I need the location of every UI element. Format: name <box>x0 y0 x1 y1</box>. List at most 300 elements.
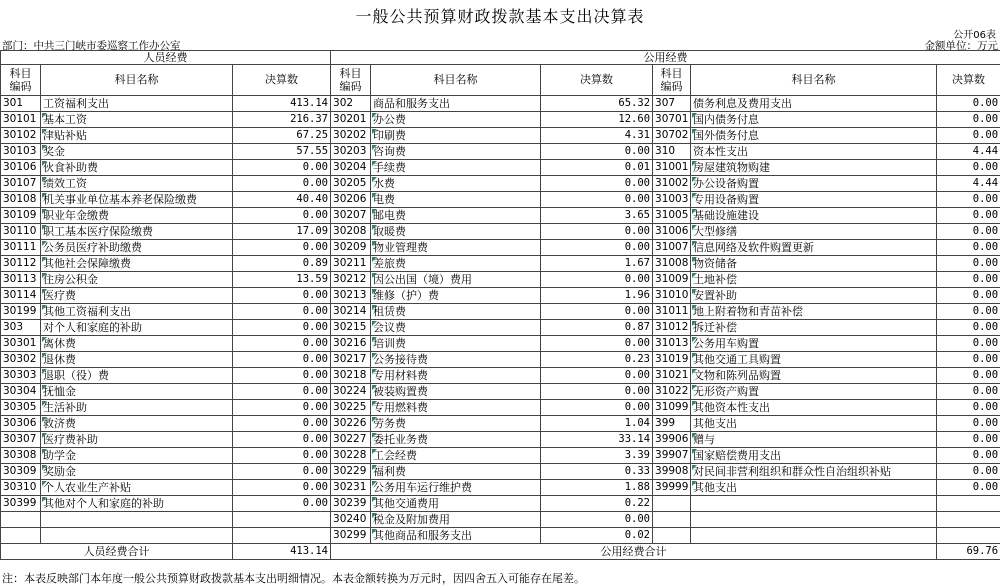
name-cell: 公务员医疗补助缴费 <box>41 240 233 256</box>
code-cell: 30205 <box>331 176 371 192</box>
code-cell: 30202 <box>331 128 371 144</box>
name-cell: 职工基本医疗保险缴费 <box>41 224 233 240</box>
table-row <box>1 448 1000 464</box>
amount-cell: 0.00 <box>541 272 653 288</box>
amount-cell: 0.00 <box>541 336 653 352</box>
table-row <box>1 384 1000 400</box>
name-cell: 基础设施建设 <box>691 208 937 224</box>
amount-cell: 4.44 <box>937 144 1000 160</box>
code-cell: 30239 <box>331 496 371 512</box>
name-cell: 专用燃料费 <box>371 400 541 416</box>
amount-header: 决算数 <box>233 65 331 96</box>
code-cell: 31010 <box>653 288 691 304</box>
name-cell: 债务利息及费用支出 <box>691 96 937 112</box>
name-header: 科目名称 <box>691 65 937 96</box>
amount-cell <box>233 528 331 544</box>
name-cell: 其他交通费用 <box>371 496 541 512</box>
name-cell: 医疗费 <box>41 288 233 304</box>
amount-cell: 0.00 <box>541 224 653 240</box>
amount-cell: 0.00 <box>937 432 1000 448</box>
amount-cell: 0.00 <box>233 496 331 512</box>
name-cell: 印刷费 <box>371 128 541 144</box>
name-cell: 退职（役）费 <box>41 368 233 384</box>
code-cell: 30217 <box>331 352 371 368</box>
public-group-header: 公用经费 <box>331 51 1000 65</box>
code-cell: 30212 <box>331 272 371 288</box>
code-cell: 31012 <box>653 320 691 336</box>
amount-cell: 0.00 <box>541 144 653 160</box>
amount-cell: 0.02 <box>541 528 653 544</box>
name-cell: 资本性支出 <box>691 144 937 160</box>
amount-cell: 0.00 <box>937 480 1000 496</box>
amount-cell: 0.01 <box>541 160 653 176</box>
code-cell: 30225 <box>331 400 371 416</box>
table-row <box>1 96 1000 112</box>
name-cell: 委托业务费 <box>371 432 541 448</box>
name-cell: 基本工资 <box>41 112 233 128</box>
amount-cell: 0.00 <box>937 240 1000 256</box>
name-cell: 福利费 <box>371 464 541 480</box>
amount-cell: 3.65 <box>541 208 653 224</box>
name-cell: 工资福利支出 <box>41 96 233 112</box>
name-cell: 会议费 <box>371 320 541 336</box>
code-cell: 30702 <box>653 128 691 144</box>
table-row <box>1 400 1000 416</box>
name-header: 科目名称 <box>41 65 233 96</box>
code-cell: 30107 <box>1 176 41 192</box>
code-cell: 30240 <box>331 512 371 528</box>
code-cell: 30113 <box>1 272 41 288</box>
amount-cell: 0.00 <box>233 432 331 448</box>
code-cell: 307 <box>653 96 691 112</box>
code-cell: 30112 <box>1 256 41 272</box>
amount-cell: 67.25 <box>233 128 331 144</box>
name-cell: 物业管理费 <box>371 240 541 256</box>
name-cell: 土地补偿 <box>691 272 937 288</box>
code-cell: 31099 <box>653 400 691 416</box>
name-cell: 机关事业单位基本养老保险缴费 <box>41 192 233 208</box>
amount-cell: 12.60 <box>541 112 653 128</box>
code-cell: 30224 <box>331 384 371 400</box>
amount-cell: 0.00 <box>937 288 1000 304</box>
column-header-row <box>1 65 1000 96</box>
table-row <box>1 192 1000 208</box>
code-cell: 30304 <box>1 384 41 400</box>
amount-cell: 0.00 <box>937 464 1000 480</box>
amount-cell: 0.00 <box>233 288 331 304</box>
table-row <box>1 128 1000 144</box>
amount-cell: 3.39 <box>541 448 653 464</box>
name-cell: 其他对个人和家庭的补助 <box>41 496 233 512</box>
name-cell: 税金及附加费用 <box>371 512 541 528</box>
code-cell: 302 <box>331 96 371 112</box>
code-header-line2: 编码 <box>660 80 683 93</box>
code-cell: 30307 <box>1 432 41 448</box>
table-row <box>1 256 1000 272</box>
name-cell: 职业年金缴费 <box>41 208 233 224</box>
code-cell: 31008 <box>653 256 691 272</box>
name-cell: 培训费 <box>371 336 541 352</box>
name-cell: 国外债务付息 <box>691 128 937 144</box>
amount-cell: 0.00 <box>937 416 1000 432</box>
code-cell: 30301 <box>1 336 41 352</box>
code-cell: 30209 <box>331 240 371 256</box>
amount-cell: 57.55 <box>233 144 331 160</box>
amount-cell: 0.00 <box>937 352 1000 368</box>
amount-cell: 33.14 <box>541 432 653 448</box>
page-title: 一般公共预算财政拨款基本支出决算表 <box>355 7 645 26</box>
code-cell: 30216 <box>331 336 371 352</box>
code-cell: 30310 <box>1 480 41 496</box>
amount-cell: 0.00 <box>937 256 1000 272</box>
amount-cell <box>937 528 1000 544</box>
code-cell: 30308 <box>1 448 41 464</box>
table-row <box>1 112 1000 128</box>
code-cell: 31019 <box>653 352 691 368</box>
amount-header: 决算数 <box>541 65 653 96</box>
name-header: 科目名称 <box>371 65 541 96</box>
code-cell: 30208 <box>331 224 371 240</box>
code-cell: 30204 <box>331 160 371 176</box>
name-cell: 维修（护）费 <box>371 288 541 304</box>
name-cell: 拆迁补偿 <box>691 320 937 336</box>
code-cell <box>653 512 691 528</box>
personnel-group-header: 人员经费 <box>1 51 331 65</box>
name-cell: 公务用车运行维护费 <box>371 480 541 496</box>
code-cell: 399 <box>653 416 691 432</box>
name-cell: 商品和服务支出 <box>371 96 541 112</box>
code-cell: 31005 <box>653 208 691 224</box>
amount-cell: 40.40 <box>233 192 331 208</box>
amount-cell: 0.00 <box>937 448 1000 464</box>
amount-cell <box>937 512 1000 528</box>
code-cell: 30106 <box>1 160 41 176</box>
amount-cell: 0.00 <box>937 160 1000 176</box>
name-cell: 水费 <box>371 176 541 192</box>
name-cell <box>691 496 937 512</box>
table-row <box>1 352 1000 368</box>
code-cell: 31022 <box>653 384 691 400</box>
code-cell: 31007 <box>653 240 691 256</box>
name-cell: 公务接待费 <box>371 352 541 368</box>
code-cell: 30303 <box>1 368 41 384</box>
amount-cell: 0.33 <box>541 464 653 480</box>
code-header-line2: 编码 <box>339 80 362 93</box>
code-cell: 30399 <box>1 496 41 512</box>
amount-cell: 0.00 <box>937 224 1000 240</box>
code-cell: 30199 <box>1 304 41 320</box>
amount-cell: 0.89 <box>233 256 331 272</box>
amount-cell: 1.04 <box>541 416 653 432</box>
code-cell: 30211 <box>331 256 371 272</box>
name-cell: 国家赔偿费用支出 <box>691 448 937 464</box>
amount-cell: 413.14 <box>233 96 331 112</box>
name-cell: 无形资产购置 <box>691 384 937 400</box>
code-cell: 31003 <box>653 192 691 208</box>
name-cell: 邮电费 <box>371 208 541 224</box>
code-cell: 30228 <box>331 448 371 464</box>
name-cell: 文物和陈列品购置 <box>691 368 937 384</box>
code-cell: 30215 <box>331 320 371 336</box>
code-cell: 31009 <box>653 272 691 288</box>
code-cell: 30114 <box>1 288 41 304</box>
amount-cell: 0.00 <box>937 96 1000 112</box>
code-cell: 30229 <box>331 464 371 480</box>
table-row <box>1 368 1000 384</box>
name-cell: 手续费 <box>371 160 541 176</box>
amount-cell: 0.00 <box>541 512 653 528</box>
table-row <box>1 320 1000 336</box>
name-cell: 电费 <box>371 192 541 208</box>
table-row <box>1 336 1000 352</box>
amount-cell: 0.00 <box>233 480 331 496</box>
expenditure-table <box>0 50 1000 560</box>
name-cell: 生活补助 <box>41 400 233 416</box>
name-cell: 津贴补贴 <box>41 128 233 144</box>
table-row <box>1 208 1000 224</box>
name-cell: 工会经费 <box>371 448 541 464</box>
amount-cell: 0.00 <box>233 320 331 336</box>
name-cell <box>41 512 233 528</box>
table-row <box>1 224 1000 240</box>
amount-cell: 0.00 <box>937 192 1000 208</box>
amount-cell: 0.00 <box>937 336 1000 352</box>
footnote: 注：本表反映部门本年度一般公共预算财政拨款基本支出明细情况。本表金额转换为万元时，因四舍五入可能存在尾差。 <box>2 572 585 585</box>
amount-cell: 0.23 <box>541 352 653 368</box>
totals-row <box>1 544 1000 560</box>
table-row <box>1 272 1000 288</box>
amount-cell: 0.00 <box>541 192 653 208</box>
code-cell: 30218 <box>331 368 371 384</box>
amount-cell: 0.00 <box>233 336 331 352</box>
name-cell: 住房公积金 <box>41 272 233 288</box>
amount-cell: 0.00 <box>233 176 331 192</box>
code-cell: 30109 <box>1 208 41 224</box>
name-cell: 离休费 <box>41 336 233 352</box>
name-cell: 租赁费 <box>371 304 541 320</box>
amount-cell: 0.00 <box>937 208 1000 224</box>
amount-cell: 0.00 <box>233 416 331 432</box>
code-header-line1: 科目 <box>660 67 683 80</box>
table-row <box>1 496 1000 512</box>
code-cell: 39999 <box>653 480 691 496</box>
name-cell: 办公费 <box>371 112 541 128</box>
code-cell: 30306 <box>1 416 41 432</box>
amount-cell: 4.31 <box>541 128 653 144</box>
code-cell: 30305 <box>1 400 41 416</box>
name-cell: 专用材料费 <box>371 368 541 384</box>
amount-cell: 0.22 <box>541 496 653 512</box>
code-cell <box>1 512 41 528</box>
code-cell: 30207 <box>331 208 371 224</box>
code-cell: 30110 <box>1 224 41 240</box>
code-cell: 30111 <box>1 240 41 256</box>
amount-cell: 0.00 <box>233 464 331 480</box>
name-cell: 奖金 <box>41 144 233 160</box>
name-cell: 其他支出 <box>691 416 937 432</box>
code-cell: 30226 <box>331 416 371 432</box>
code-cell: 31001 <box>653 160 691 176</box>
table-row <box>1 304 1000 320</box>
name-cell: 办公设备购置 <box>691 176 937 192</box>
code-cell: 30108 <box>1 192 41 208</box>
name-cell: 其他支出 <box>691 480 937 496</box>
name-cell: 其他资本性支出 <box>691 400 937 416</box>
code-cell: 310 <box>653 144 691 160</box>
public-total-label: 公用经费合计 <box>331 544 937 560</box>
amount-cell: 0.00 <box>233 384 331 400</box>
amount-cell: 0.00 <box>233 208 331 224</box>
code-header <box>1 65 41 96</box>
amount-cell: 0.87 <box>541 320 653 336</box>
name-cell: 物资储备 <box>691 256 937 272</box>
table-row <box>1 464 1000 480</box>
amount-cell: 0.00 <box>233 368 331 384</box>
code-header-line2: 编码 <box>9 80 32 93</box>
code-cell: 30213 <box>331 288 371 304</box>
amount-cell: 0.00 <box>233 160 331 176</box>
code-cell: 30302 <box>1 352 41 368</box>
code-cell: 30103 <box>1 144 41 160</box>
group-header-row <box>1 51 1000 65</box>
name-cell: 其他工资福利支出 <box>41 304 233 320</box>
amount-cell: 0.00 <box>541 400 653 416</box>
name-cell: 奖励金 <box>41 464 233 480</box>
table-row <box>1 416 1000 432</box>
code-cell: 30206 <box>331 192 371 208</box>
name-cell: 赠与 <box>691 432 937 448</box>
code-cell: 30299 <box>331 528 371 544</box>
amount-cell: 0.00 <box>233 352 331 368</box>
amount-cell: 1.67 <box>541 256 653 272</box>
code-cell: 39906 <box>653 432 691 448</box>
code-cell: 30101 <box>1 112 41 128</box>
code-header-line1: 科目 <box>9 67 32 80</box>
code-cell: 30309 <box>1 464 41 480</box>
code-cell: 30227 <box>331 432 371 448</box>
code-cell <box>653 496 691 512</box>
name-cell: 助学金 <box>41 448 233 464</box>
name-cell: 对民间非营利组织和群众性自治组织补贴 <box>691 464 937 480</box>
amount-cell: 13.59 <box>233 272 331 288</box>
amount-cell: 0.00 <box>233 304 331 320</box>
name-cell: 被装购置费 <box>371 384 541 400</box>
code-cell: 30102 <box>1 128 41 144</box>
amount-cell: 216.37 <box>233 112 331 128</box>
name-cell: 抚恤金 <box>41 384 233 400</box>
name-cell: 地上附着物和青苗补偿 <box>691 304 937 320</box>
amount-cell: 0.00 <box>937 320 1000 336</box>
code-cell <box>653 528 691 544</box>
table-row <box>1 288 1000 304</box>
public-total-value: 69.76 <box>937 544 1000 560</box>
table-row <box>1 480 1000 496</box>
amount-cell: 0.00 <box>937 112 1000 128</box>
code-cell: 30231 <box>331 480 371 496</box>
name-cell: 专用设备购置 <box>691 192 937 208</box>
name-cell: 劳务费 <box>371 416 541 432</box>
name-cell: 取暖费 <box>371 224 541 240</box>
name-cell <box>41 528 233 544</box>
amount-cell: 65.32 <box>541 96 653 112</box>
code-cell: 30701 <box>653 112 691 128</box>
name-cell: 其他商品和服务支出 <box>371 528 541 544</box>
amount-cell: 1.96 <box>541 288 653 304</box>
personnel-total-label: 人员经费合计 <box>1 544 233 560</box>
code-header <box>653 65 691 96</box>
code-cell: 31002 <box>653 176 691 192</box>
name-cell: 信息网络及软件购置更新 <box>691 240 937 256</box>
amount-cell: 0.00 <box>937 128 1000 144</box>
personnel-total-value: 413.14 <box>233 544 331 560</box>
name-cell: 咨询费 <box>371 144 541 160</box>
table-row <box>1 144 1000 160</box>
amount-cell: 0.00 <box>233 448 331 464</box>
name-cell: 其他社会保障缴费 <box>41 256 233 272</box>
name-cell: 绩效工资 <box>41 176 233 192</box>
amount-cell: 4.44 <box>937 176 1000 192</box>
amount-cell: 0.00 <box>937 304 1000 320</box>
amount-cell: 1.88 <box>541 480 653 496</box>
amount-cell: 0.00 <box>541 176 653 192</box>
table-row <box>1 176 1000 192</box>
amount-cell <box>233 512 331 528</box>
code-header-line1: 科目 <box>339 67 362 80</box>
name-cell: 差旅费 <box>371 256 541 272</box>
name-cell <box>691 528 937 544</box>
table-row <box>1 528 1000 544</box>
amount-cell <box>937 496 1000 512</box>
code-cell: 39907 <box>653 448 691 464</box>
code-cell: 31021 <box>653 368 691 384</box>
amount-cell: 0.00 <box>937 400 1000 416</box>
name-cell: 其他交通工具购置 <box>691 352 937 368</box>
code-cell: 30203 <box>331 144 371 160</box>
amount-cell: 0.00 <box>233 400 331 416</box>
amount-cell: 0.00 <box>541 368 653 384</box>
name-cell: 房屋建筑物购建 <box>691 160 937 176</box>
name-cell: 对个人和家庭的补助 <box>41 320 233 336</box>
code-cell: 31013 <box>653 336 691 352</box>
amount-cell: 0.00 <box>937 272 1000 288</box>
table-row <box>1 512 1000 528</box>
amount-cell: 0.00 <box>541 384 653 400</box>
name-cell: 大型修缮 <box>691 224 937 240</box>
amount-cell: 0.00 <box>541 240 653 256</box>
amount-cell: 17.09 <box>233 224 331 240</box>
code-cell: 301 <box>1 96 41 112</box>
code-cell: 39908 <box>653 464 691 480</box>
name-cell: 个人农业生产补贴 <box>41 480 233 496</box>
code-cell: 30214 <box>331 304 371 320</box>
code-header <box>331 65 371 96</box>
code-cell <box>1 528 41 544</box>
table-row <box>1 240 1000 256</box>
code-cell: 303 <box>1 320 41 336</box>
amount-header: 决算数 <box>937 65 1000 96</box>
name-cell: 医疗费补助 <box>41 432 233 448</box>
table-row <box>1 432 1000 448</box>
name-cell: 安置补助 <box>691 288 937 304</box>
unit-label: 金额单位：万元 <box>924 40 998 52</box>
name-cell: 因公出国（境）费用 <box>371 272 541 288</box>
code-cell: 30201 <box>331 112 371 128</box>
code-cell: 31011 <box>653 304 691 320</box>
name-cell: 伙食补助费 <box>41 160 233 176</box>
code-cell: 31006 <box>653 224 691 240</box>
name-cell: 救济费 <box>41 416 233 432</box>
table-row <box>1 160 1000 176</box>
